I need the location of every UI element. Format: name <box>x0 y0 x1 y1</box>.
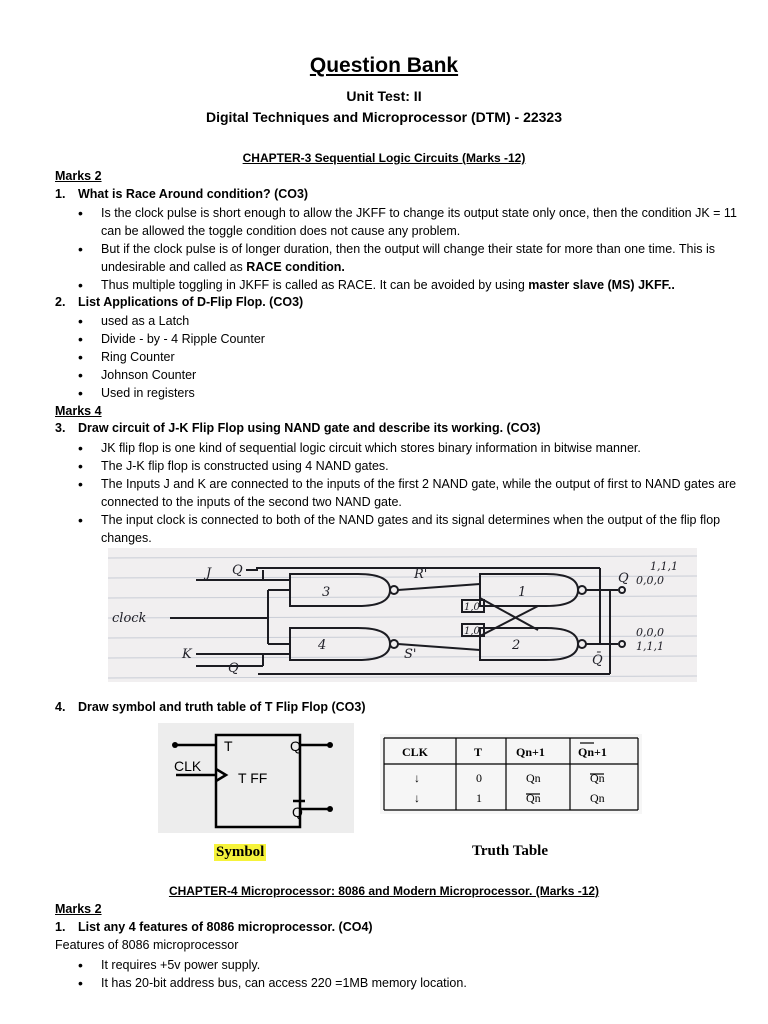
list-item: • It requires +5v power supply. <box>78 956 754 974</box>
d-flip-flop-list <box>78 312 754 402</box>
list-item: • Divide - by - 4 Ripple Counter <box>78 330 754 348</box>
sketch-gate-3: 3 <box>322 585 331 600</box>
t-flip-flop-symbol <box>158 723 354 833</box>
symbol-label-name: T FF <box>238 770 268 786</box>
symbol-label-qbar: Q <box>292 804 303 820</box>
symbol-caption <box>214 843 266 861</box>
list-item: • The Inputs J and K are connected to the inputs of the first 2 NAND gate, while the output of first to NAND gates are connected to the inputs of the second two NAND gate. <box>78 475 754 511</box>
question-number: 3. <box>55 421 66 435</box>
question-text: What is Race Around condition? (CO3) <box>78 187 309 201</box>
question-number: 4. <box>55 700 66 714</box>
symbol-caption-text: Symbol <box>216 844 265 860</box>
truth-table-header: T <box>474 745 483 759</box>
jk-flip-flop-sketch <box>108 548 697 682</box>
question-number: 2. <box>55 295 66 309</box>
race-around-answer-list <box>78 204 754 294</box>
answer-bold-text: RACE condition. <box>246 260 345 274</box>
truth-table-cell: 0 <box>476 771 482 785</box>
sketch-value: 1,0 <box>464 602 480 613</box>
symbol-label-clk: CLK <box>174 758 202 774</box>
list-item: • used as a Latch <box>78 312 754 330</box>
truth-table-cell: ↓ <box>414 791 420 805</box>
sketch-value: 0,0,0 <box>636 626 664 639</box>
sketch-label-s: S' <box>404 647 417 662</box>
truth-table-caption: Truth Table <box>472 843 549 859</box>
chapter3-marks4: Marks 4 <box>55 404 102 418</box>
question-jk-flip-flop <box>55 421 541 435</box>
list-item: • The input clock is connected to both of the NAND gates and its signal determines when the output of the flip flop changes. <box>78 511 754 547</box>
symbol-label-t: T <box>224 738 233 754</box>
sketch-label-k: K <box>182 647 192 662</box>
truth-table-cell: Qn <box>590 771 605 785</box>
answer-bold-text: . <box>671 278 675 292</box>
truth-table-cell: 1 <box>476 791 482 805</box>
answer-bold-text: master slave (MS) JKFF. <box>528 278 672 292</box>
truth-table-cell: ↓ <box>414 771 420 785</box>
truth-table-header: CLK <box>402 745 429 759</box>
question-t-flip-flop <box>55 700 366 714</box>
answer-text: Is the clock pulse is short enough to allow the JKFF to change its output state only once, then the condition JK = 11 can be allowed the toggle condition does not cause any problem. <box>101 206 737 238</box>
subject-heading: Digital Techniques and Microprocessor (DTM) - 22323 <box>205 109 563 125</box>
answer-text: But if the clock pulse is of longer duration, then the output will change their state for more than one time. This is undesirable and called as <box>101 242 715 274</box>
question-d-flip-flop <box>55 295 303 309</box>
list-item <box>78 204 754 240</box>
sketch-value: 0,0,0 <box>636 574 664 587</box>
sketch-label-j: J <box>206 566 212 581</box>
sketch-value: 1,1,1 <box>636 640 664 653</box>
list-item: • It has 20-bit address bus, can access 220 =1MB memory location. <box>78 974 754 992</box>
question-number: 1. <box>55 187 66 201</box>
unit-test-heading: Unit Test: II <box>346 88 422 104</box>
sketch-label-q-feedback: Q <box>228 661 239 676</box>
sketch-gate-4: 4 <box>318 638 327 653</box>
truth-table-cell: Qn <box>590 791 605 805</box>
question-text: List any 4 features of 8086 microprocessor. (CO4) <box>78 920 373 934</box>
list-item <box>78 276 754 294</box>
sketch-gate-2: 2 <box>512 638 521 653</box>
features-intro: Features of 8086 microprocessor <box>55 938 239 952</box>
chapter3-marks2: Marks 2 <box>55 169 102 183</box>
page-title: Question Bank <box>309 54 459 77</box>
question-8086-features <box>55 920 373 934</box>
truth-table-cell: Qn <box>526 791 541 805</box>
chapter4-marks2: Marks 2 <box>55 902 102 916</box>
sketch-value: 1,1,1 <box>650 560 678 573</box>
truth-table-header: Qn+1 <box>578 745 607 759</box>
sketch-value: 1,0 <box>464 626 480 637</box>
sketch-gate-1: 1 <box>518 585 527 600</box>
question-race-around <box>55 187 308 201</box>
sketch-label-q: Q <box>232 563 243 578</box>
question-text: Draw circuit of J-K Flip Flop using NAND gate and describe its working. (CO3) <box>78 421 541 435</box>
list-item: • JK flip flop is one kind of sequential logic circuit which stores binary information in bitwise manner. <box>78 439 754 457</box>
chapter4-heading: CHAPTER-4 Microprocessor: 8086 and Modern Microprocessor. (Marks -12) <box>168 884 600 898</box>
chapter3-heading: CHAPTER-3 Sequential Logic Circuits (Marks -12) <box>242 151 526 165</box>
list-item: • Ring Counter <box>78 348 754 366</box>
list-item: • Used in registers <box>78 384 754 402</box>
list-item: • Johnson Counter <box>78 366 754 384</box>
truth-table-cell: Qn <box>526 771 541 785</box>
symbol-label-q: Q <box>290 738 301 754</box>
question-number: 1. <box>55 920 66 934</box>
truth-table-header: Qn+1 <box>516 745 545 759</box>
sketch-output-qbar: Q̄ <box>592 653 603 668</box>
list-item: • The J-K flip flop is constructed using 4 NAND gates. <box>78 457 754 475</box>
question-text: List Applications of D-Flip Flop. (CO3) <box>78 295 304 309</box>
t-flip-flop-truth-table <box>380 734 642 814</box>
answer-text: Thus multiple toggling in JKFF is called as RACE. It can be avoided by using <box>101 278 529 292</box>
question-text: Draw symbol and truth table of T Flip Flop (CO3) <box>78 700 366 714</box>
sketch-output-q: Q <box>618 571 629 586</box>
sketch-label-r: R' <box>414 567 428 582</box>
sketch-label-clock: clock <box>112 611 147 626</box>
8086-features-list <box>78 956 754 992</box>
list-item <box>78 240 754 276</box>
jk-flip-flop-list <box>78 439 754 547</box>
